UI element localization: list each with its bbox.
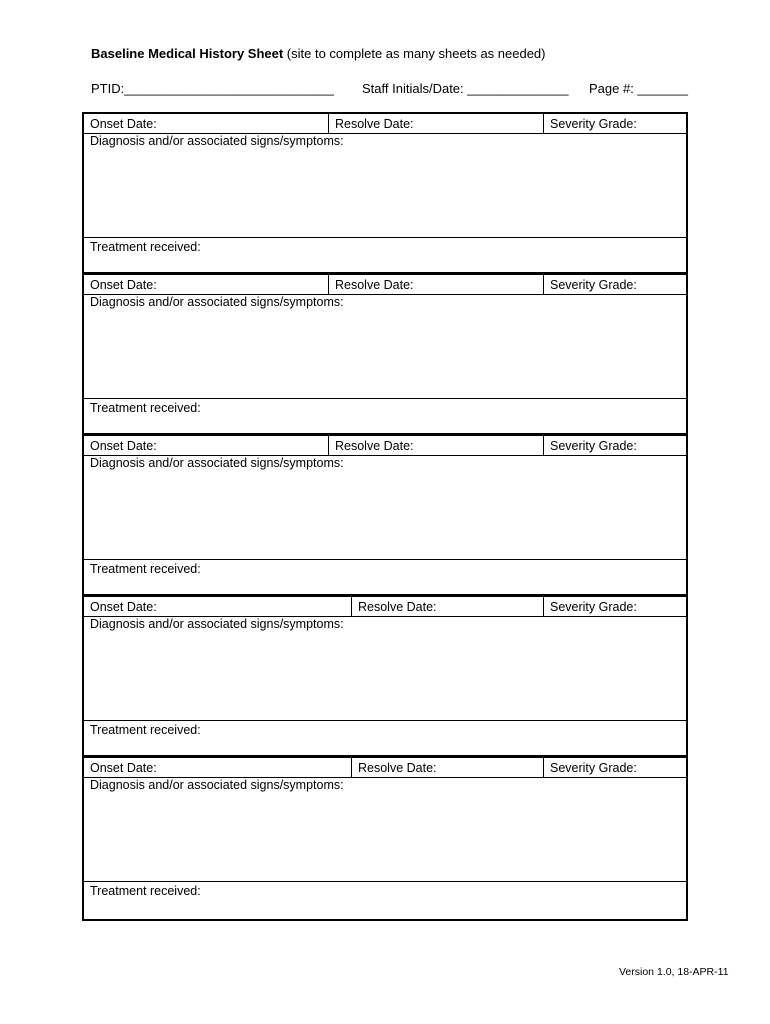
- history-entry: [84, 597, 686, 758]
- onset-date-field[interactable]: Onset Date:: [90, 439, 157, 453]
- page-title-main: Baseline Medical History Sheet: [91, 46, 284, 61]
- onset-date-field[interactable]: Onset Date:: [90, 278, 157, 292]
- treatment-received-field[interactable]: Treatment received:: [90, 562, 201, 576]
- resolve-date-field[interactable]: Resolve Date:: [328, 275, 414, 294]
- entry-dates-row: [84, 758, 686, 778]
- page-title: [91, 46, 546, 61]
- page-number-field[interactable]: Page #: _______: [589, 81, 689, 96]
- severity-grade-field[interactable]: Severity Grade:: [543, 597, 686, 616]
- entry-dates-row: [84, 436, 686, 456]
- treatment-received-field[interactable]: Treatment received:: [90, 240, 201, 254]
- severity-grade-field[interactable]: Severity Grade:: [543, 114, 686, 133]
- resolve-date-field[interactable]: Resolve Date:: [328, 114, 414, 133]
- severity-grade-field[interactable]: Severity Grade:: [543, 758, 686, 777]
- diagnosis-area[interactable]: [84, 294, 686, 399]
- entry-dates-row: [84, 275, 686, 295]
- treatment-received-field[interactable]: Treatment received:: [90, 723, 201, 737]
- page-title-note: (site to complete as many sheets as needed): [283, 46, 546, 61]
- treatment-received-field[interactable]: Treatment received:: [90, 884, 201, 898]
- diagnosis-area[interactable]: [84, 616, 686, 721]
- treatment-received-field[interactable]: Treatment received:: [90, 401, 201, 415]
- severity-grade-field[interactable]: Severity Grade:: [543, 436, 686, 455]
- history-entry: [84, 114, 686, 275]
- diagnosis-label: Diagnosis and/or associated signs/symptoms:: [90, 295, 344, 309]
- diagnosis-area[interactable]: [84, 455, 686, 560]
- diagnosis-label: Diagnosis and/or associated signs/symptoms:: [90, 134, 344, 148]
- entry-dates-row: [84, 114, 686, 134]
- history-entry: [84, 758, 686, 919]
- onset-date-field[interactable]: Onset Date:: [90, 761, 157, 775]
- resolve-date-field[interactable]: Resolve Date:: [328, 436, 414, 455]
- diagnosis-area[interactable]: [84, 133, 686, 238]
- medical-history-table: [82, 112, 688, 921]
- version-footer: Version 1.0, 18-APR-11: [619, 966, 729, 978]
- severity-grade-field[interactable]: Severity Grade:: [543, 275, 686, 294]
- resolve-date-field[interactable]: Resolve Date:: [351, 597, 437, 616]
- diagnosis-label: Diagnosis and/or associated signs/symptoms:: [90, 617, 344, 631]
- ptid-field[interactable]: PTID:_____________________________: [91, 81, 334, 96]
- history-entry: [84, 436, 686, 597]
- history-entry: [84, 275, 686, 436]
- entry-dates-row: [84, 597, 686, 617]
- diagnosis-area[interactable]: [84, 777, 686, 882]
- resolve-date-field[interactable]: Resolve Date:: [351, 758, 437, 777]
- staff-initials-date-field[interactable]: Staff Initials/Date: ______________: [362, 81, 569, 96]
- onset-date-field[interactable]: Onset Date:: [90, 600, 157, 614]
- diagnosis-label: Diagnosis and/or associated signs/symptoms:: [90, 456, 344, 470]
- onset-date-field[interactable]: Onset Date:: [90, 117, 157, 131]
- diagnosis-label: Diagnosis and/or associated signs/symptoms:: [90, 778, 344, 792]
